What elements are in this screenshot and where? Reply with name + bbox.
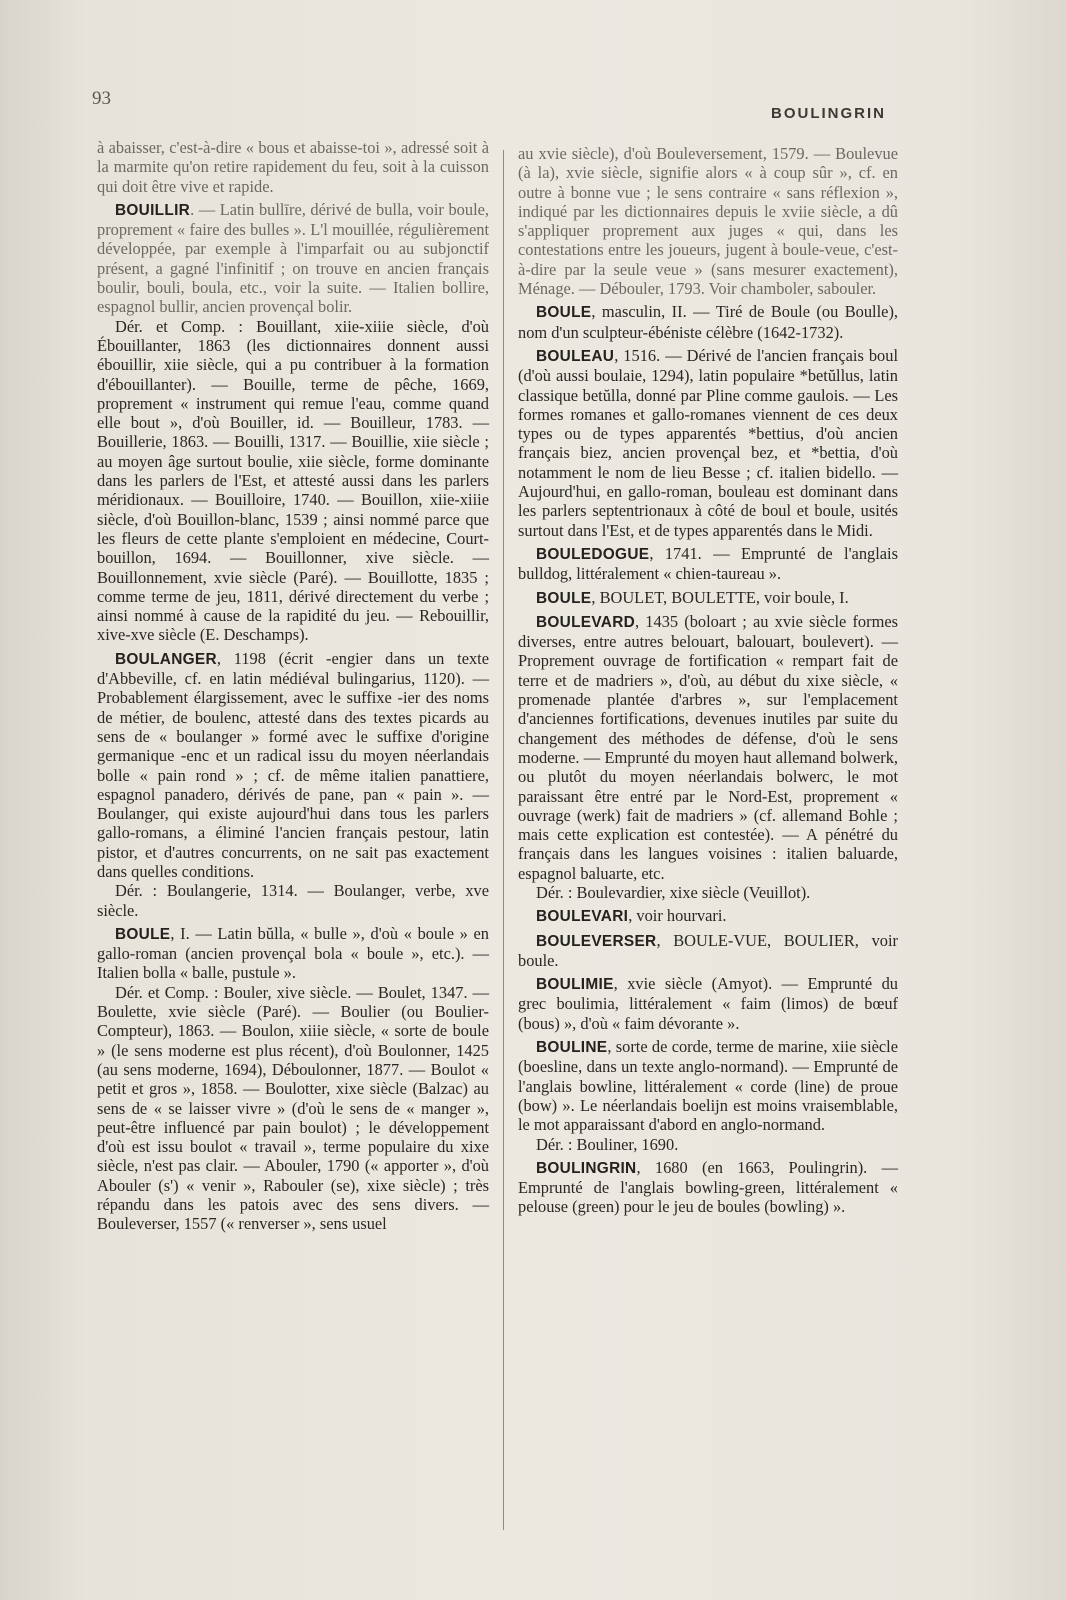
entry-boulingrin: BOULINGRIN, 1680 (en 1663, Poulingrin). — Emprunté de l'anglais bowling-green, littéralement « pelouse (green) pour le jeu de boules (bowling) ». xyxy=(518,1157,898,1217)
entry-headword: BOUILLIR xyxy=(115,201,191,219)
entry-boulevard: BOULEVARD, 1435 (boloart ; au xvie siècle formes diverses, entre autres belouart, balouart, boulevert). — Proprement ouvrage de fortification « rempart fait de terre et de madriers », d'où, au début du xixe siècle, « promenade plantée d'arbres », sur l'emplacement d'anciennes fortifications, devenues inutiles par suite du changement des méthodes de défense, d'où le sens moderne. — Emprunté du moyen haut allemand bolwerk, ou plutôt du moyen néerlandais bolwerc, le mot paraissant être entré par le Nord-Est, proprement « ouvrage (werk) fait de madriers » (cf. allemand Bohle ; mais cette explication est contestée). — A pénétré du français dans les langues voisines : italien baluarde, espagnol baluarte, etc. xyxy=(518,611,898,883)
entry-headword: BOULEVARI xyxy=(536,908,629,926)
entry-headword: BOULEVARD xyxy=(536,613,636,631)
running-head: BOULINGRIN xyxy=(771,105,886,122)
entry-boulevari: BOULEVARI, voir hourvari. xyxy=(536,906,727,926)
entry-headword: BOULINGRIN xyxy=(536,1159,637,1177)
page-number: 93 xyxy=(92,88,111,109)
left-column xyxy=(97,138,489,1234)
entry-bouleau: BOULEAU, 1516. — Dérivé de l'ancien français boul (d'où aussi boulaie, 1294), latin populaire *betŭllus, latin classique betŭlla, donné par Pline comme gaulois. — Les formes romanes et gallo-romanes viennent de ces deux types ou de types apparentés *bettius, d'où ancien français biez, ancien provençal bez, et *bettia, d'où notamment le nom de lieu Besse ; cf. italien bidello. — Aujourd'hui, en gallo-roman, bouleau est dominant dans les parlers septentrionaux à côté de boul et boule, usités surtout dans l'Est, et de types apparentés dans le Midi. xyxy=(518,345,898,540)
entry-bouleverser: BOULEVERSER, BOULE-VUE, BOULIER, voir boule. xyxy=(518,930,898,970)
entry-headword: BOULE xyxy=(115,925,171,943)
entry-boule-2: BOULE, masculin, II. — Tiré de Boule (ou Boulle), nom d'un sculpteur-ébéniste célèbre (1642-1732). xyxy=(518,302,898,342)
entry-bouillir: BOUILLIR. — Latin bullīre, dérivé de bulla, voir boule, proprement « faire des bulles ». L'l mouillée, régulièrement développée, par exemple à l'imparfait ou au subjonctif présent, a gagné l'infinitif ; on trouve en ancien français boulir, bouli, boula, etc., voir la suite. — Italien bollire, espagnol bullir, ancien provençal bolir. xyxy=(97,199,489,317)
entry-headword: BOULINE xyxy=(536,1039,608,1057)
derivatives-boulevard: Dér. : Boulevardier, xixe siècle (Veuillot). xyxy=(536,882,811,902)
derivatives-boulanger: Dér. : Boulangerie, 1314. — Boulanger, verbe, xve siècle. xyxy=(97,881,489,920)
derivatives-boule-1: Dér. et Comp. : Bouler, xive siècle. — Boulet, 1347. — Boulette, xvie siècle (Paré). — Boulier (ou Boulier-Compteur), 1863. — Boulon, xiiie siècle, « sorte de boule » (le sens moderne est plus récent), d'où Boulonner, 1425 (au sens moderne, 1694), Déboulonner, 1877. — Boulot « petit et gros », 1858. — Boulotter, xixe siècle (Balzac) au sens de « se laisser vivre » (d'où le sens de « manger », peut-être influencé par pain boulot) ; le développement d'où est issu boulot « travail », terme populaire du xixe siècle, n'est pas clair. — Abouler, 1790 (« apporter », d'où Abouler (s') « venir », Rabouler (se), xixe siècle) ; très répandu dans les patois avec des sens divers. — Bouleverser, 1557 (« renverser », sens usuel xyxy=(97,982,489,1234)
entry-bouledogue: BOULEDOGUE, 1741. — Emprunté de l'anglais bulldog, littéralement « chien-taureau ». xyxy=(518,543,898,584)
entry-boule-boulet-boulette: BOULE, BOULET, BOULETTE, voir boule, I. xyxy=(536,587,849,607)
column-divider xyxy=(503,150,504,1530)
continued-paragraph: à abaisser, c'est-à-dire « bous et abaisse-toi », adressé soit à la marmite qu'on retire rapidement du feu, soit à la cuisson qui doit être vive et rapide. xyxy=(97,138,489,196)
entry-headword: BOULE xyxy=(536,304,592,322)
entry-headword: BOULEDOGUE xyxy=(536,545,650,563)
entry-headword: BOULEVERSER xyxy=(536,932,657,950)
entry-boulimie: BOULIMIE, xvie siècle (Amyot). — Emprunté du grec boulimia, littéralement « faim (limos) de bœuf (bous) », d'où « faim dévorante ». xyxy=(518,974,898,1033)
right-column xyxy=(518,144,898,1217)
entry-headword: BOULEAU xyxy=(536,347,615,365)
entry-bouline: BOULINE, sorte de corde, terme de marine, xiie siècle (boesline, dans un texte anglo-normand). — Emprunté de l'anglais bowline, littéralement « corde (line) de proue (bow) ». Le néerlandais boelijn est moins vraisemblable, le mot apparaissant d'abord en anglo-normand. xyxy=(518,1037,898,1135)
entry-boulanger: BOULANGER, 1198 (écrit -engier dans un texte d'Abbeville, cf. en latin médiéval bulingarius, 1120). — Probablement élargissement, avec le suffixe -ier des noms de métier, de boulenc, attesté dans des textes picards au sens de « boulanger » formé avec le suffixe d'origine germanique -enc et un radical issu du moyen néerlandais bolle « pain rond » ; cf. de même italien panattiere, espagnol panadero, dérivés de pane, pan « pain ». — Boulanger, qui existe aujourd'hui dans tous les parlers gallo-romans, a éliminé l'ancien français pestour, latin pistor, et d'autres concurrents, on ne sait pas exactement dans quelles conditions. xyxy=(97,648,489,881)
entry-headword: BOULE xyxy=(536,589,592,607)
continued-paragraph-right: au xvie siècle), d'où Bouleversement, 1579. — Boulevue (à la), xvie siècle, signifie alors « à coup sûr », cf. en outre à bonne vue ; le sens contraire « sans réflexion », indiqué par les dictionnaires depuis le xviie siècle, a dû s'appliquer proprement aux juges « qui, dans les contestations entre les joueurs, jugent à boule-veue, c'est-à-dire par la seule veue » (sans mesurer exactement), Ménage. — Débouler, 1793. Voir chamboler, sabouler. xyxy=(518,144,898,299)
entry-boule-1: BOULE, I. — Latin bŭlla, « bulle », d'où « boule » en gallo-roman (ancien provençal bola « boule », etc.). — Italien bolla « balle, pustule ». xyxy=(97,923,489,983)
derivatives-bouline: Dér. : Bouliner, 1690. xyxy=(536,1134,679,1154)
entry-headword: BOULIMIE xyxy=(536,976,614,994)
derivatives-bouillir: Dér. et Comp. : Bouillant, xiie-xiiie siècle, d'où Ébouillanter, 1863 (les dictionnaires donnent aussi ébouillir, xiie siècle, qui a pu contribuer à la formation d'ébouillanter). — Bouille, terme de pêche, 1669, proprement « instrument qui remue l'eau, comme quand elle bout », d'où Bouiller, id. — Bouilleur, 1783. — Bouillerie, 1863. — Bouilli, 1317. — Bouillie, xiie siècle ; au moyen âge surtout boulie, xiie siècle, forme dominante dans les parlers de l'Est, et attesté aussi dans les parlers méridionaux. — Bouilloire, 1740. — Bouillon, xiie-xiiie siècle, d'où Bouillon-blanc, 1539 ; ainsi nommé parce que les fleurs de cette plante s'emploient en médecine, Court-bouillon, 1694. — Bouillonner, xive siècle. — Bouillonnement, xvie siècle (Paré). — Bouillotte, 1835 ; comme terme de jeu, 1811, dérivé directement du verbe ; ainsi nommé à cause de la rapidité du jeu. — Rebouillir, xive-xve siècle (E. Deschamps). xyxy=(97,316,489,645)
entry-headword: BOULANGER xyxy=(115,650,217,668)
